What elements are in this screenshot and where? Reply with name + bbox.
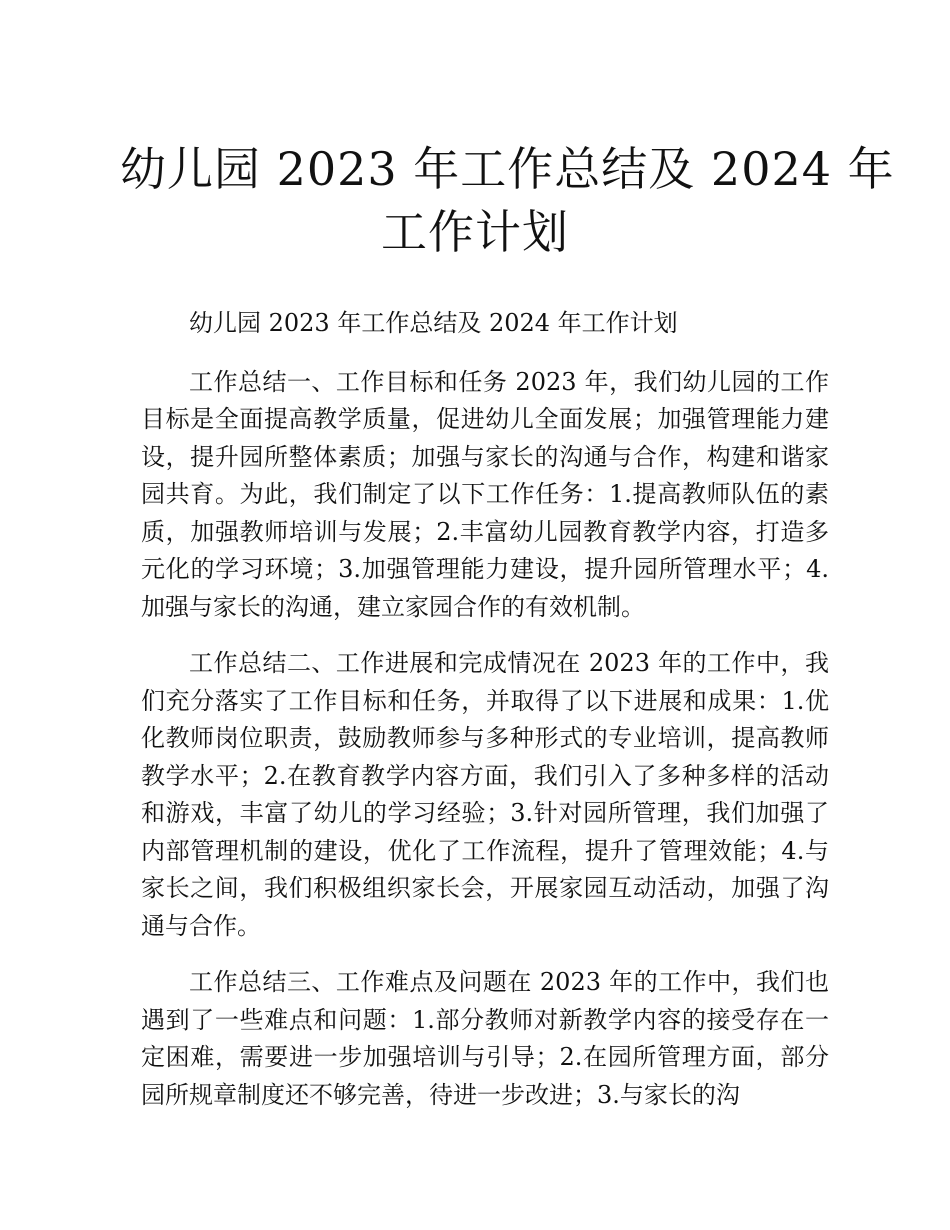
paragraph-3: 工作总结三、工作难点及问题在 2023 年的工作中，我们也遇到了一些难点和问题：1.部分教师对新教学内容的接受存在一定困难，需要进一步加强培训与引导；2.在园所管理方面，部分园所规章制度还不够完善，待进一步改进；3.与家长的沟 <box>141 968 829 1109</box>
document-body <box>141 305 829 1133</box>
document-subtitle: 幼儿园 2023 年工作总结及 2024 年工作计划 <box>189 309 678 337</box>
paragraph-1: 工作总结一、工作目标和任务 2023 年，我们幼儿园的工作目标是全面提高教学质量，促进幼儿全面发展；加强管理能力建设，提升园所整体素质；加强与家长的沟通与合作，构建和谐家园共育。为此，我们制定了以下工作任务：1.提高教师队伍的素质，加强教师培训与发展；2.丰富幼儿园教育教学内容，打造多元化的学习环境；3.加强管理能力建设，提升园所管理水平；4.加强与家长的沟通，建立家园合作的有效机制。 <box>141 367 829 621</box>
title-line-2: 工作计划 <box>381 205 569 259</box>
paragraph-2: 工作总结二、工作进展和完成情况在 2023 年的工作中，我们充分落实了工作目标和任务，并取得了以下进展和成果：1.优化教师岗位职责，鼓励教师参与多种形式的专业培训，提高教师教学水平；2.在教育教学内容方面，我们引入了多种多样的活动和游戏，丰富了幼儿的学习经验；3.针对园所管理，我们加强了内部管理机制的建设，优化了工作流程，提升了管理效能；4.与家长之间，我们积极组织家长会，开展家园互动活动，加强了沟通与合作。 <box>141 649 829 940</box>
title-line-1: 幼儿园 2023 年工作总结及 2024 年 <box>120 142 895 196</box>
document-title <box>120 138 895 264</box>
